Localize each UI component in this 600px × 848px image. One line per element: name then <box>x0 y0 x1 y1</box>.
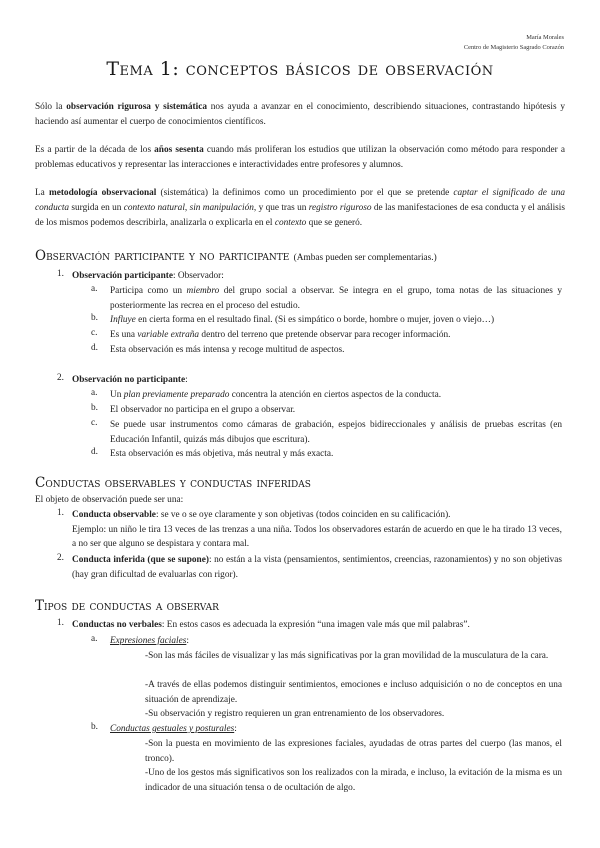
sub-item: Un plan previamente preparado concentra la atención en ciertos aspectos de la conducta. <box>110 390 442 400</box>
section-heading-participante: Observación participante y no participante (Ambas pueden ser complementarias.) <box>35 248 437 264</box>
sub-letter: b. <box>91 722 98 732</box>
list-item: Observación no participante: <box>72 375 188 385</box>
sub-detail: -Son la puesta en movimiento de las expresiones faciales, ayudadas de otras partes del cuerpo (las manos, el tronco). <box>145 739 562 764</box>
intro-paragraph-1: Sólo la observación rigurosa y sistemática nos ayuda a avanzar en el conocimiento, describiendo situaciones, contrastando hipótesis y haciendo así aumentar el cuerpo de conocimientos científicos. <box>35 102 565 127</box>
list-item: Conducta inferida (que se supone): no están a la vista (pensamientos, sentimientos, creencias, razonamientos) y no son objetivas (hay gran dificultad de evaluarlas con rigor). <box>72 555 562 580</box>
list-number: 2. <box>57 553 64 563</box>
sub-heading: Conductas gestuales y posturales: <box>110 724 237 734</box>
school-name: Centro de Magisterio Sagrado Corazón <box>463 44 564 51</box>
sub-item: El observador no participa en el grupo a observar. <box>110 405 296 415</box>
intro-paragraph-3: La metodología observacional (sistemática) la definimos como un procedimiento por el que se pretende captar el significado de una conducta surgida en un contexto natural, sin manipulación, y que tras un registro riguroso de las manifestaciones de esa conducta y el análisis de los mismos podemos describirla, analizarla o explicarla en el contexto que se generó. <box>35 188 565 228</box>
sub-letter: a. <box>91 388 98 398</box>
page-title: Tema 1: conceptos básicos de observación <box>106 58 494 80</box>
sub-detail: -A través de ellas podemos distinguir sentimientos, emociones e incluso adquisición o no de conceptos en una situación de aprendizaje. <box>145 680 562 705</box>
sub-item: Esta observación es más objetiva, más neutral y más exacta. <box>110 449 334 459</box>
sub-detail: -Su observación y registro requieren un gran entrenamiento de los observadores. <box>145 709 445 719</box>
sub-item: Esta observación es más intensa y recoge multitud de aspectos. <box>110 345 345 355</box>
author-name: María Morales <box>526 34 564 41</box>
sub-letter: b. <box>91 403 98 413</box>
list-item: Observación participante: Observador: <box>72 271 224 281</box>
sub-detail: -Son las más fáciles de visualizar y las más significativas por la gran movilidad de la musculatura de la cara. <box>145 651 549 661</box>
sub-item: Es una variable extraña dentro del terreno que pretende observar para recoger información. <box>110 330 451 340</box>
sub-detail: -Uno de los gestos más significativos son los realizados con la mirada, e incluso, la evitación de la misma es un indicador de una situación tensa o de ocultación de algo. <box>145 768 562 793</box>
sub-letter: a. <box>91 634 98 644</box>
sub-letter: c. <box>91 418 98 428</box>
sub-heading: Expresiones faciales: <box>110 636 189 646</box>
example-text: Ejemplo: un niño le tira 13 veces de las trenzas a una niña. Todos los observadores estarán de acuerdo en que le ha tirado 13 veces, a no ser que alguno se despistara y contara mal. <box>72 524 562 550</box>
list-number: 1. <box>57 269 64 279</box>
list-number: 1. <box>57 618 64 628</box>
sub-letter: d. <box>91 447 98 457</box>
sub-letter: d. <box>91 343 98 353</box>
sub-letter: a. <box>91 284 98 294</box>
list-item: Conductas no verbales: En estos casos es adecuada la expresión “una imagen vale más que mil palabras”. <box>72 620 470 630</box>
sub-item: Se puede usar instrumentos como cámaras de grabación, espejos bidireccionales y análisis de pruebas escritas (en Educación Infantil, quizás más dibujos que escritura). <box>110 420 562 445</box>
section-heading-conductas: Conductas observables y conductas inferidas <box>35 475 311 491</box>
intro-paragraph-2: Es a partir de la década de los años sesenta cuando más proliferan los estudios que utilizan la observación como método para responder a problemas educativos y representar las interacciones e interactividades entre profesores y alumnos. <box>35 145 565 170</box>
list-item: Conducta observable: se ve o se oye claramente y son objetivas (todos coinciden en su calificación). Ejemplo: un niño le tira 13 veces de las trenzas a una niña. Todos los observadores estarán de acuerdo en que le ha tirado 13 veces, a no ser que alguno se despistara y contara mal. <box>72 508 562 552</box>
sub-letter: b. <box>91 313 98 323</box>
page-header <box>464 33 564 53</box>
list-number: 2. <box>57 373 64 383</box>
section-lead: El objeto de observación puede ser una: <box>35 495 184 505</box>
section-heading-tipos: Tipos de conductas a observar <box>35 598 219 614</box>
list-number: 1. <box>57 508 64 518</box>
sub-letter: c. <box>91 328 98 338</box>
sub-item: Participa como un miembro del grupo social a observar. Se integra en el grupo, toma notas de las situaciones y posteriormente las recrea en el proceso del estudio. <box>110 286 562 311</box>
sub-item: Influye en cierta forma en el resultado final. (Si es simpático o borde, hombre o mujer, joven o viejo…) <box>110 315 495 325</box>
